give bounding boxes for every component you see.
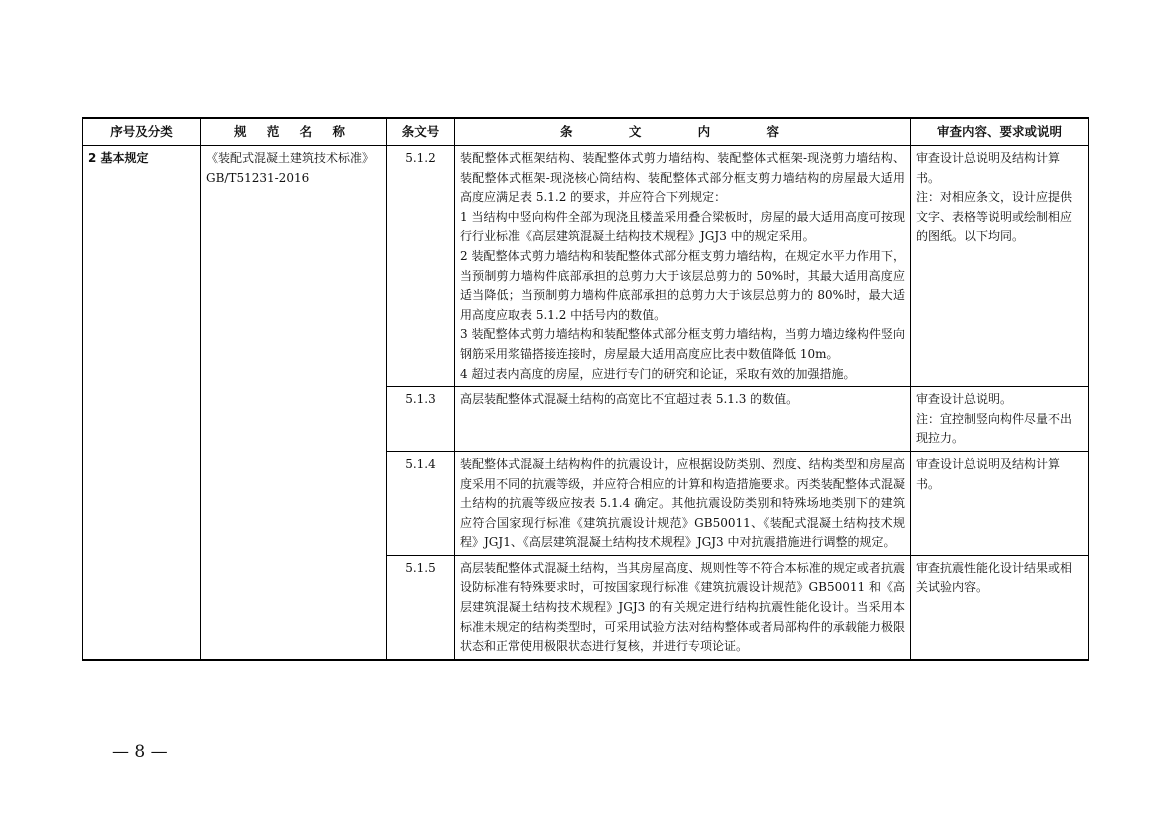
content-paragraph: 1 当结构中竖向构件全部为现浇且楼盖采用叠合梁板时，房屋的最大适用高度可按现行行业标准《高层建筑混凝土结构技术规程》JGJ3 中的规定采用。 — [460, 209, 905, 244]
clause-content-cell — [455, 555, 911, 659]
content-paragraph: 2 装配整体式剪力墙结构和装配整体式部分框支剪力墙结构，在规定水平力作用下，当预制剪力墙构件底部承担的总剪力大于该层总剪力的 50%时，其最大适用高度应适当降低；当预制剪力墙构件底部承担的总剪力大于该层总剪力的 80%时，最大适用高度应取表 5.1.2 中括号内的数值。 — [460, 248, 905, 322]
review-requirement-cell — [911, 387, 1089, 452]
clause-content-cell — [455, 146, 911, 387]
category-cell: 2 基本规定 — [83, 146, 201, 660]
review-paragraph: 审查设计总说明。 — [916, 392, 1013, 407]
review-note: 注：宜控制竖向构件尽量不出现拉力。 — [916, 411, 1073, 446]
clause-number-cell: 5.1.2 — [387, 146, 455, 387]
page-number: — 8 — — [112, 742, 168, 762]
review-paragraph: 审查设计总说明及结构计算书。 — [916, 456, 1061, 491]
header-category: 序号及分类 — [83, 118, 201, 146]
clause-number-cell: 5.1.3 — [387, 387, 455, 452]
review-requirement-cell — [911, 555, 1089, 659]
content-paragraph: 3 装配整体式剪力墙结构和装配整体式部分框支剪力墙结构，当剪力墙边缘构件竖向钢筋采用浆锚搭接连接时，房屋最大适用高度应比表中数值降低 10m。 — [460, 327, 905, 361]
content-paragraph: 装配整体式混凝土结构构件的抗震设计，应根据设防类别、烈度、结构类型和房屋高度采用不同的抗震等级，并应符合相应的计算和构造措施要求。丙类装配整体式混凝土结构的抗震等级应按表 5.1.4 确定。其他抗震设防类别和特殊场地类别下的建筑应符合国家现行标准《建筑抗震设计规范》GB50011、《装配式混凝土结构技术规程》JGJ1、《高层建筑混凝土结构技术规程》JGJ3 中对抗震措施进行调整的规定。 — [460, 456, 905, 550]
review-note: 注：对相应条文，设计应提供文字、表格等说明或绘制相应的图纸。以下均同。 — [916, 190, 1073, 244]
clause-number-cell: 5.1.4 — [387, 451, 455, 555]
content-paragraph: 高层装配整体式混凝土结构，当其房屋高度、规则性等不符合本标准的规定或者抗震设防标准有特殊要求时，可按国家现行标准《建筑抗震设计规范》GB50011 和《高层建筑混凝土结构技术规程》JGJ3 的有关规定进行结构抗震性能化设计。当采用本标准未规定的结构类型时，可采用试验方法对结构整体或者局部构件的承载能力极限状态和正常使用极限状态进行复核，并进行专项论证。 — [460, 560, 905, 654]
header-clause-number: 条文号 — [387, 118, 455, 146]
clause-number-cell: 5.1.5 — [387, 555, 455, 659]
content-paragraph: 高层装配整体式混凝土结构的高宽比不宜超过表 5.1.3 的数值。 — [460, 392, 799, 407]
review-requirement-cell — [911, 146, 1089, 387]
table-header-row — [83, 118, 1089, 146]
content-paragraph: 4 超过表内高度的房屋，应进行专门的研究和论证，采取有效的加强措施。 — [460, 366, 856, 381]
standard-name-cell: 《装配式混凝土建筑技术标准》GB/T51231-2016 — [201, 146, 387, 660]
header-clause-content: 条 文 内 容 — [455, 118, 911, 146]
code-review-table-container — [82, 117, 1088, 661]
header-standard-name: 规 范 名 称 — [201, 118, 387, 146]
review-paragraph: 审查设计总说明及结构计算书。 — [916, 151, 1061, 185]
review-requirement-cell — [911, 451, 1089, 555]
review-paragraph: 审查抗震性能化设计结果或相关试验内容。 — [916, 560, 1073, 595]
clause-content-cell — [455, 451, 911, 555]
clause-content-cell — [455, 387, 911, 452]
header-review-requirements: 审查内容、要求或说明 — [911, 118, 1089, 146]
content-paragraph: 装配整体式框架结构、装配整体式剪力墙结构、装配整体式框架-现浇剪力墙结构、装配整体式框架-现浇核心筒结构、装配整体式部分框支剪力墙结构的房屋最大适用高度应满足表 5.1.2 的要求，并应符合下列规定： — [460, 151, 905, 205]
code-review-table — [82, 117, 1089, 661]
table-row — [83, 146, 1089, 387]
